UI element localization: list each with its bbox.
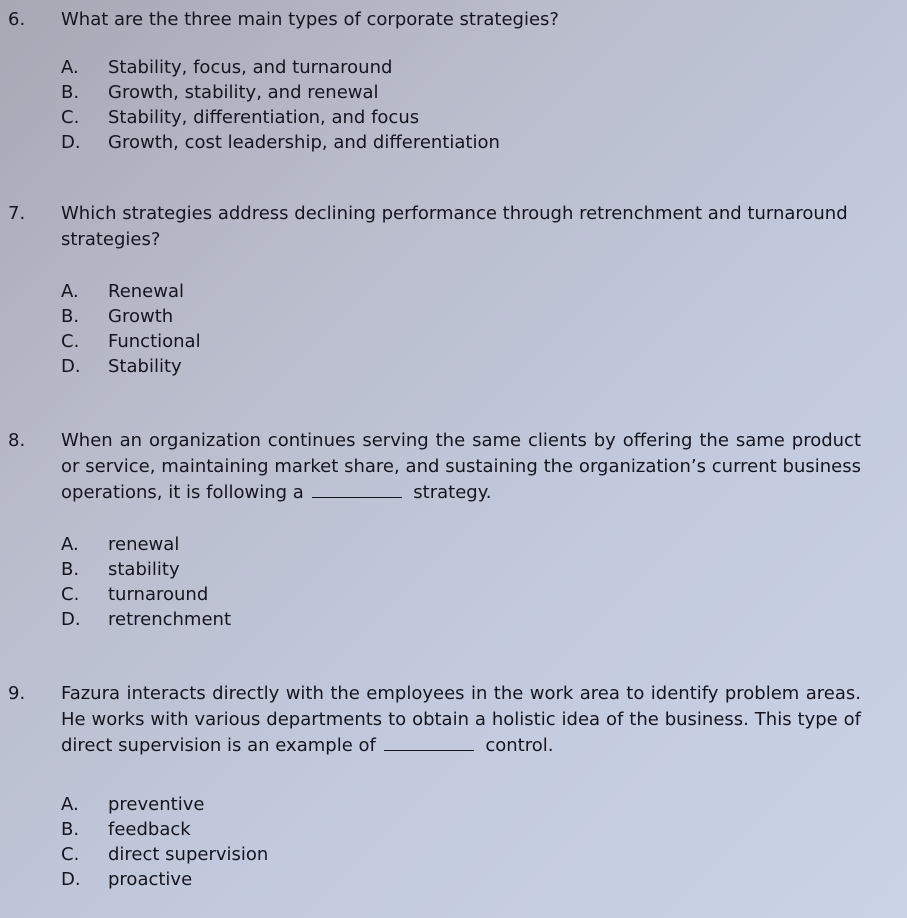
option-b[interactable] xyxy=(61,304,201,329)
option-a[interactable] xyxy=(61,532,231,557)
option-letter: A. xyxy=(61,794,79,815)
options-list xyxy=(61,792,268,892)
option-text: Functional xyxy=(108,331,201,352)
option-text: proactive xyxy=(108,869,193,890)
option-letter: C. xyxy=(61,584,80,605)
option-b[interactable] xyxy=(61,817,268,842)
question-number: 8. xyxy=(8,430,26,451)
option-a[interactable] xyxy=(61,55,500,80)
option-text: Growth xyxy=(108,306,174,327)
question-number: 6. xyxy=(8,9,26,30)
option-b[interactable] xyxy=(61,557,231,582)
option-d[interactable] xyxy=(61,130,500,155)
option-a[interactable] xyxy=(61,279,201,304)
option-letter: A. xyxy=(61,57,79,78)
option-text: Growth, stability, and renewal xyxy=(108,82,379,103)
question-text: What are the three main types of corporate strategies? xyxy=(61,9,559,30)
option-a[interactable] xyxy=(61,792,268,817)
options-list xyxy=(61,279,201,379)
option-c[interactable] xyxy=(61,582,231,607)
option-letter: C. xyxy=(61,331,80,352)
option-text: direct supervision xyxy=(108,844,269,865)
option-text: Stability, focus, and turnaround xyxy=(108,57,393,78)
option-text: Growth, cost leadership, and differentiation xyxy=(108,132,500,153)
question-number: 9. xyxy=(8,683,26,704)
option-letter: D. xyxy=(61,356,81,377)
question-text-after: control. xyxy=(485,735,554,756)
option-letter: B. xyxy=(61,306,80,327)
option-d[interactable] xyxy=(61,354,201,379)
question-text: Which strategies address declining performance through retrenchment and turnaround strategies? xyxy=(61,203,848,250)
option-b[interactable] xyxy=(61,80,500,105)
option-letter: D. xyxy=(61,869,81,890)
question-text-before: When an organization continues serving the same clients by offering the same product or service, maintaining market share, and sustaining the organization’s current business operations, it is following a xyxy=(61,430,861,503)
option-c[interactable] xyxy=(61,105,500,130)
option-letter: C. xyxy=(61,107,80,128)
option-letter: B. xyxy=(61,819,80,840)
options-list xyxy=(61,532,231,632)
option-text: turnaround xyxy=(108,584,209,605)
question-text xyxy=(61,681,861,759)
option-letter: B. xyxy=(61,559,80,580)
option-text: Stability, differentiation, and focus xyxy=(108,107,420,128)
option-c[interactable] xyxy=(61,842,268,867)
answer-blank xyxy=(384,736,474,751)
options-list xyxy=(61,55,500,155)
option-text: stability xyxy=(108,559,180,580)
question-text-after: strategy. xyxy=(413,482,492,503)
answer-blank xyxy=(312,483,402,498)
option-c[interactable] xyxy=(61,329,201,354)
option-text: feedback xyxy=(108,819,191,840)
question-text-before: Fazura interacts directly with the employees in the work area to identify problem areas. He works with various departments to obtain a holistic idea of the business. This type of direct supervision is an example of xyxy=(61,683,861,756)
option-text: retrenchment xyxy=(108,609,232,630)
option-text: Renewal xyxy=(108,281,185,302)
option-d[interactable] xyxy=(61,607,231,632)
option-letter: D. xyxy=(61,132,81,153)
option-text: preventive xyxy=(108,794,205,815)
option-letter: C. xyxy=(61,844,80,865)
question-text xyxy=(61,428,861,506)
option-letter: D. xyxy=(61,609,81,630)
option-text: renewal xyxy=(108,534,180,555)
option-letter: A. xyxy=(61,281,79,302)
question-number: 7. xyxy=(8,203,26,224)
option-text: Stability xyxy=(108,356,182,377)
option-letter: A. xyxy=(61,534,79,555)
option-d[interactable] xyxy=(61,867,268,892)
option-letter: B. xyxy=(61,82,80,103)
